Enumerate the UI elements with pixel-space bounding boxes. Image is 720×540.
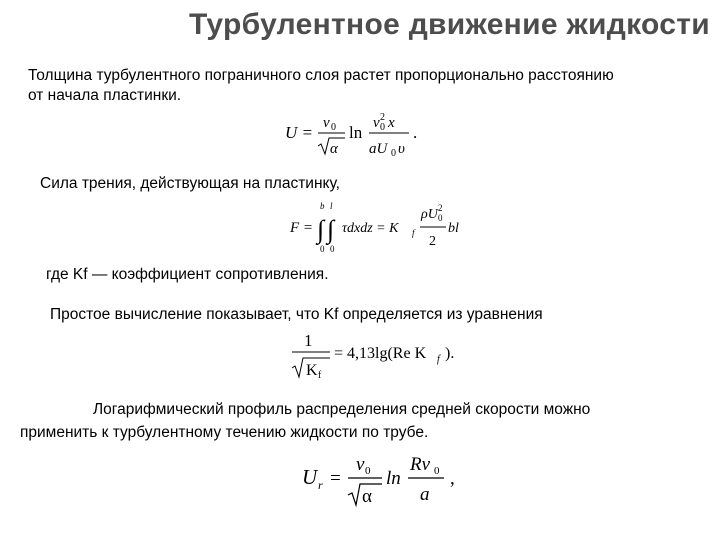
f2-rho: ρU [421, 207, 438, 222]
f3-tail: ). [445, 345, 455, 362]
f4-alpha: α [362, 486, 372, 507]
f4-tail: , [450, 468, 455, 489]
f1-den2: aU [369, 141, 388, 157]
paragraph-2: Сила трения, действующая на пластинку, [40, 175, 340, 192]
f2-rho-sup: 2 [438, 203, 443, 213]
f2-lim-l: l [330, 201, 333, 211]
f4-a: a [420, 484, 430, 505]
f4-u-sub: r [318, 478, 323, 492]
f1-ln: ln [349, 123, 363, 142]
f1-lhs: U = [285, 123, 313, 142]
paragraph-1-line-1: Толщина турбулентного пограничного слоя растет пропорционально расстоянию [28, 67, 614, 84]
f4-rv-sub: 0 [434, 465, 440, 477]
f2-int-2: ∫ [327, 215, 335, 244]
f2-lhs: F = [290, 220, 314, 236]
formula-velocity-profile [302, 450, 472, 510]
f2-lim-0b: 0 [330, 244, 335, 254]
f2-two: 2 [429, 234, 436, 249]
formula-boundary-layer [285, 108, 445, 160]
f4-v-sub: 0 [365, 465, 371, 477]
f4-eq: = [330, 468, 341, 489]
f3-one: 1 [304, 331, 313, 350]
f3-rhs: = 4,13lg(Re K [334, 345, 427, 362]
f1-tail: . [413, 123, 418, 142]
paragraph-3: где Kf — коэффициент сопротивления. [46, 266, 329, 283]
f1-num-sub: 0 [331, 122, 336, 133]
paragraph-4: Простое вычисление показывает, что Kf определяется из уравнения [50, 306, 543, 323]
f1-num: v [323, 115, 330, 131]
f1-num2-sup: 2 [380, 112, 385, 123]
f2-integrand: τdxdz = K [342, 221, 399, 236]
f4-u: U [302, 465, 318, 489]
f2-lim-b: b [320, 201, 325, 211]
f2-int-1: ∫ [317, 215, 325, 244]
f1-den: α [330, 141, 338, 157]
f2-kf-sub: f [412, 228, 415, 238]
f1-den2-nu: υ [398, 141, 405, 157]
f1-num2: v [373, 115, 380, 131]
f4-ln: ln [386, 468, 401, 489]
f3-k: K [306, 362, 318, 379]
paragraph-5-line-1: Логарифмический профиль распределения средней скорости можно [93, 401, 591, 418]
formula-kf-equation [290, 330, 480, 382]
f1-den2-sub: 0 [391, 148, 396, 159]
f2-bl: bl [448, 221, 459, 236]
f1-num2-sub: 0 [380, 122, 385, 133]
f3-k-sub: f [318, 370, 322, 381]
f2-lim-0a: 0 [320, 244, 325, 254]
f1-num2-x: x [388, 115, 395, 131]
f4-rv: Rv [410, 454, 431, 475]
slide-title: Турбулентное движение жидкости [188, 8, 710, 41]
f4-v: v [356, 454, 365, 475]
paragraph-1-line-2: от начала пластинки. [28, 87, 182, 104]
formula-friction-force [290, 200, 470, 256]
f3-rhs-sub: f [437, 354, 440, 365]
paragraph-5-line-2: применить к турбулентному течению жидкости по трубе. [20, 424, 429, 441]
f2-rho-sub: 0 [438, 213, 443, 223]
